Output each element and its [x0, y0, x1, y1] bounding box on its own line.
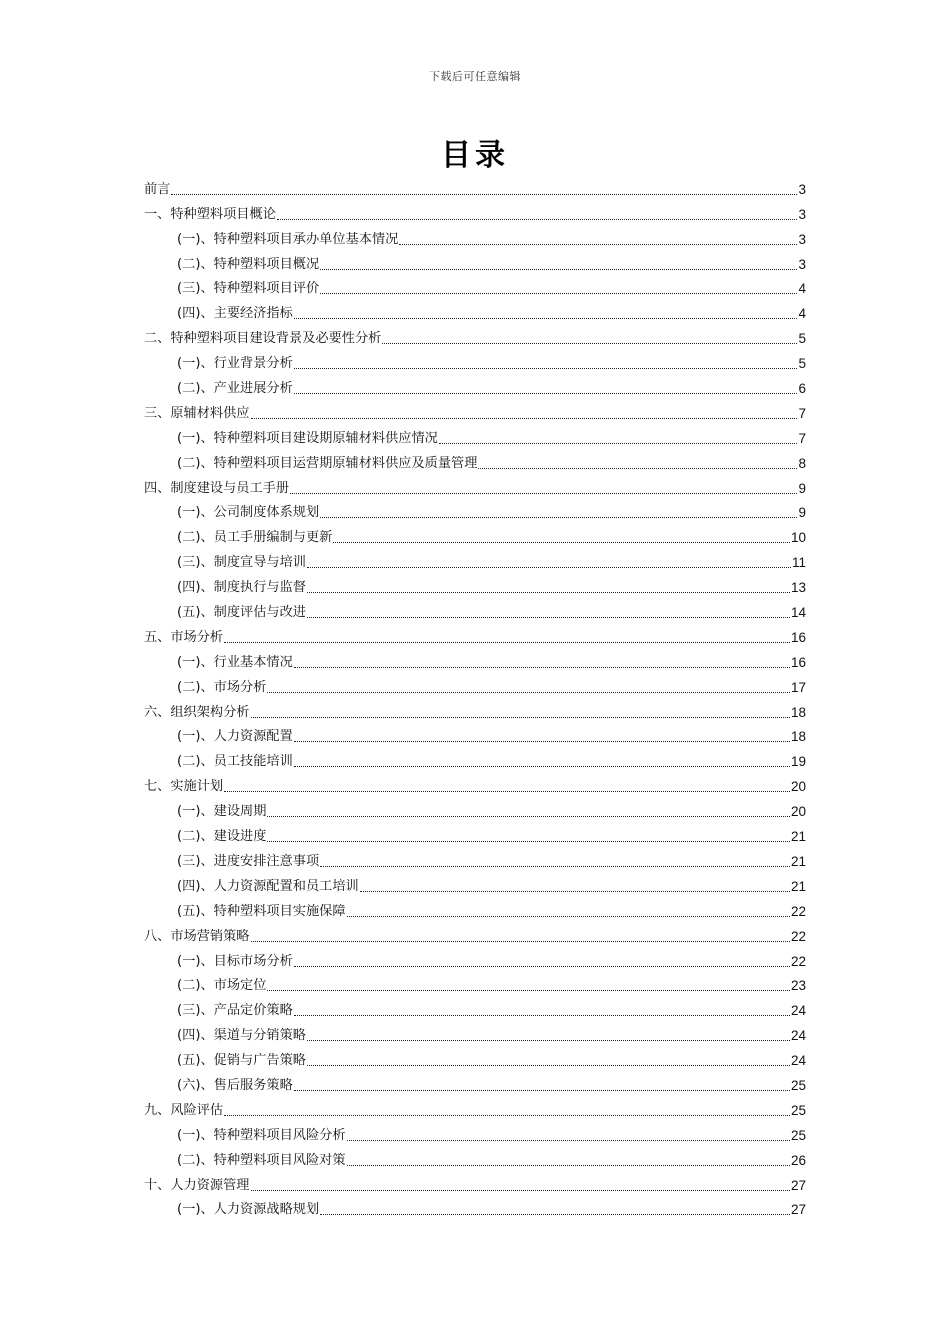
toc-section-entry[interactable] [144, 871, 806, 896]
toc-dot-leader [333, 542, 790, 543]
toc-dot-leader [307, 1065, 790, 1066]
toc-page-number: 19 [790, 754, 806, 770]
toc-page-number: 23 [790, 978, 806, 994]
toc-page-number: 3 [798, 181, 806, 197]
toc-page-number: 22 [790, 953, 806, 969]
toc-dot-leader [320, 293, 797, 294]
toc-section-entry[interactable] [144, 672, 806, 697]
toc-dot-leader [294, 318, 798, 319]
page-title: 目录 [441, 138, 509, 173]
toc-entry-label: (三)、制度宣导与培训 [177, 555, 306, 571]
toc-entry-label: (一)、特种塑料项目风险分析 [177, 1127, 346, 1143]
toc-section-entry[interactable] [144, 522, 806, 547]
toc-page-number: 3 [798, 231, 806, 247]
toc-entry-label: (四)、渠道与分销策略 [177, 1028, 306, 1044]
toc-dot-leader [320, 866, 790, 867]
toc-section-entry[interactable] [144, 448, 806, 473]
toc-entry-label: (六)、售后服务策略 [177, 1077, 293, 1093]
toc-dot-leader [224, 642, 790, 643]
toc-page-number: 3 [798, 206, 806, 222]
toc-dot-leader [294, 1015, 790, 1016]
toc-section-entry[interactable] [144, 796, 806, 821]
toc-section-entry[interactable] [144, 1145, 806, 1170]
toc-chapter-entry[interactable] [144, 771, 806, 796]
toc-section-entry[interactable] [144, 946, 806, 971]
toc-dot-leader [251, 1190, 790, 1191]
toc-section-entry[interactable] [144, 846, 806, 871]
toc-section-entry[interactable] [144, 995, 806, 1020]
header-note: 下载后可任意编辑 [429, 70, 521, 83]
toc-entry-label: 十、人力资源管理 [144, 1177, 250, 1193]
toc-entry-label: (二)、建设进度 [177, 829, 267, 845]
toc-dot-leader [267, 816, 790, 817]
toc-page-number: 5 [798, 331, 806, 347]
toc-entry-label: (一)、人力资源配置 [177, 729, 293, 745]
toc-entry-label: (五)、制度评估与改进 [177, 605, 306, 621]
toc-page-number: 16 [790, 654, 806, 670]
toc-entry-label: 前言 [144, 181, 171, 197]
toc-page-number: 18 [790, 729, 806, 745]
toc-entry-label: (一)、人力资源战略规划 [177, 1202, 320, 1218]
toc-entry-label: 二、特种塑料项目建设背景及必要性分析 [144, 331, 382, 347]
toc-page-number: 8 [798, 455, 806, 471]
toc-dot-leader [294, 393, 798, 394]
toc-dot-leader [251, 717, 790, 718]
toc-page-number: 13 [790, 580, 806, 596]
toc-section-entry[interactable] [144, 423, 806, 448]
toc-dot-leader [294, 766, 790, 767]
toc-entry-label: (二)、员工手册编制与更新 [177, 530, 333, 546]
toc-dot-leader [399, 244, 797, 245]
toc-section-entry[interactable] [144, 224, 806, 249]
toc-page-number: 22 [790, 928, 806, 944]
toc-section-entry[interactable] [144, 348, 806, 373]
toc-page-number: 7 [798, 405, 806, 421]
toc-entry-label: 一、特种塑料项目概论 [144, 206, 276, 222]
toc-page-number: 22 [790, 903, 806, 919]
toc-section-entry[interactable] [144, 821, 806, 846]
toc-dot-leader [294, 368, 798, 369]
toc-section-entry[interactable] [144, 498, 806, 523]
toc-page-number: 21 [790, 829, 806, 845]
toc-section-entry[interactable] [144, 597, 806, 622]
toc-page-number: 27 [790, 1177, 806, 1193]
toc-entry-label: (一)、特种塑料项目承办单位基本情况 [177, 231, 399, 247]
toc-section-entry[interactable] [144, 1195, 806, 1220]
toc-page-number: 3 [798, 256, 806, 272]
toc-chapter-entry[interactable] [144, 697, 806, 722]
toc-dot-leader [320, 269, 797, 270]
toc-entry-label: (四)、人力资源配置和员工培训 [177, 878, 359, 894]
toc-section-entry[interactable] [144, 249, 806, 274]
toc-section-entry[interactable] [144, 1020, 806, 1045]
toc-section-entry[interactable] [144, 298, 806, 323]
toc-chapter-entry[interactable] [144, 398, 806, 423]
toc-section-entry[interactable] [144, 373, 806, 398]
toc-chapter-entry[interactable] [144, 199, 806, 224]
toc-dot-leader [478, 468, 797, 469]
toc-section-entry[interactable] [144, 1120, 806, 1145]
toc-entry-label: (三)、产品定价策略 [177, 1003, 293, 1019]
toc-entry-label: (一)、建设周期 [177, 804, 267, 820]
toc-page-number: 25 [790, 1102, 806, 1118]
toc-page-number: 21 [790, 853, 806, 869]
toc-page-number: 20 [790, 804, 806, 820]
toc-chapter-entry[interactable] [144, 323, 806, 348]
toc-entry-label: (一)、目标市场分析 [177, 953, 293, 969]
toc-dot-leader [267, 692, 790, 693]
toc-page-number: 5 [798, 356, 806, 372]
toc-dot-leader [171, 194, 797, 195]
toc-dot-leader [224, 791, 790, 792]
toc-dot-leader [307, 592, 790, 593]
toc-chapter-entry[interactable] [144, 1095, 806, 1120]
toc-section-entry[interactable] [144, 746, 806, 771]
toc-dot-leader [382, 343, 797, 344]
toc-entry-label: (五)、促销与广告策略 [177, 1053, 306, 1069]
toc-page-number: 18 [790, 704, 806, 720]
toc-entry-label: 八、市场营销策略 [144, 928, 250, 944]
toc-page-number: 26 [790, 1152, 806, 1168]
toc-dot-leader [320, 1214, 790, 1215]
toc-entry-label: 七、实施计划 [144, 779, 224, 795]
toc-section-entry[interactable] [144, 896, 806, 921]
toc-page-number: 9 [798, 480, 806, 496]
toc-entry-label: (四)、主要经济指标 [177, 306, 293, 322]
toc-dot-leader [224, 1115, 790, 1116]
toc-page-number: 21 [790, 878, 806, 894]
toc-chapter-entry[interactable] [144, 174, 806, 199]
toc-entry-label: 九、风险评估 [144, 1102, 224, 1118]
toc-entry-label: (二)、市场定位 [177, 978, 267, 994]
toc-entry-label: (一)、公司制度体系规划 [177, 505, 320, 521]
toc-dot-leader [307, 1040, 790, 1041]
toc-dot-leader [307, 617, 790, 618]
toc-chapter-entry[interactable] [144, 921, 806, 946]
toc-page-number: 24 [790, 1003, 806, 1019]
toc-section-entry[interactable] [144, 971, 806, 996]
toc-entry-label: 三、原辅材料供应 [144, 405, 250, 421]
toc-page-number: 24 [790, 1053, 806, 1069]
toc-chapter-entry[interactable] [144, 473, 806, 498]
toc-entry-label: 四、制度建设与员工手册 [144, 480, 290, 496]
toc-page-number: 25 [790, 1077, 806, 1093]
toc-dot-leader [267, 990, 790, 991]
toc-dot-leader [277, 219, 798, 220]
toc-page-number: 7 [798, 430, 806, 446]
toc-entry-label: (二)、特种塑料项目概况 [177, 256, 320, 272]
toc-page-number: 24 [790, 1028, 806, 1044]
toc-dot-leader [320, 517, 797, 518]
toc-entry-label: 五、市场分析 [144, 629, 224, 645]
toc-entry-label: (二)、员工技能培训 [177, 754, 293, 770]
toc-page-number: 4 [798, 281, 806, 297]
toc-dot-leader [439, 443, 798, 444]
toc-section-entry[interactable] [144, 1045, 806, 1070]
toc-dot-leader [360, 891, 790, 892]
toc-section-entry[interactable] [144, 547, 806, 572]
toc-section-entry[interactable] [144, 722, 806, 747]
toc-page-number: 4 [798, 306, 806, 322]
toc-dot-leader [251, 941, 790, 942]
toc-dot-leader [294, 667, 790, 668]
toc-entry-label: (二)、市场分析 [177, 679, 267, 695]
toc-entry-label: (二)、特种塑料项目风险对策 [177, 1152, 346, 1168]
toc-section-entry[interactable] [144, 647, 806, 672]
toc-dot-leader [294, 1090, 790, 1091]
toc-dot-leader [294, 966, 790, 967]
toc-page-number: 11 [791, 555, 806, 571]
toc-section-entry[interactable] [144, 1070, 806, 1095]
toc-page-number: 10 [790, 530, 806, 546]
toc-dot-leader [251, 418, 798, 419]
table-of-contents [144, 174, 806, 1219]
toc-dot-leader [267, 841, 790, 842]
toc-dot-leader [290, 493, 797, 494]
toc-chapter-entry[interactable] [144, 622, 806, 647]
toc-page-number: 9 [798, 505, 806, 521]
toc-page-number: 6 [798, 381, 806, 397]
toc-entry-label: (五)、特种塑料项目实施保障 [177, 903, 346, 919]
toc-chapter-entry[interactable] [144, 1170, 806, 1195]
toc-entry-label: (二)、产业进展分析 [177, 381, 293, 397]
toc-page-number: 20 [790, 779, 806, 795]
toc-section-entry[interactable] [144, 274, 806, 299]
toc-entry-label: (四)、制度执行与监督 [177, 580, 306, 596]
toc-entry-label: (一)、行业基本情况 [177, 654, 293, 670]
toc-entry-label: (一)、行业背景分析 [177, 356, 293, 372]
toc-dot-leader [307, 567, 791, 568]
toc-entry-label: (二)、特种塑料项目运营期原辅材料供应及质量管理 [177, 455, 478, 471]
toc-page-number: 17 [790, 679, 806, 695]
toc-dot-leader [347, 916, 790, 917]
toc-page-number: 14 [790, 605, 806, 621]
toc-entry-label: 六、组织架构分析 [144, 704, 250, 720]
toc-page-number: 27 [790, 1202, 806, 1218]
toc-entry-label: (一)、特种塑料项目建设期原辅材料供应情况 [177, 430, 438, 446]
toc-dot-leader [347, 1165, 790, 1166]
toc-page-number: 25 [790, 1127, 806, 1143]
toc-dot-leader [347, 1140, 790, 1141]
toc-dot-leader [294, 741, 790, 742]
toc-entry-label: (三)、进度安排注意事项 [177, 853, 320, 869]
toc-entry-label: (三)、特种塑料项目评价 [177, 281, 320, 297]
toc-page-number: 16 [790, 629, 806, 645]
toc-section-entry[interactable] [144, 572, 806, 597]
